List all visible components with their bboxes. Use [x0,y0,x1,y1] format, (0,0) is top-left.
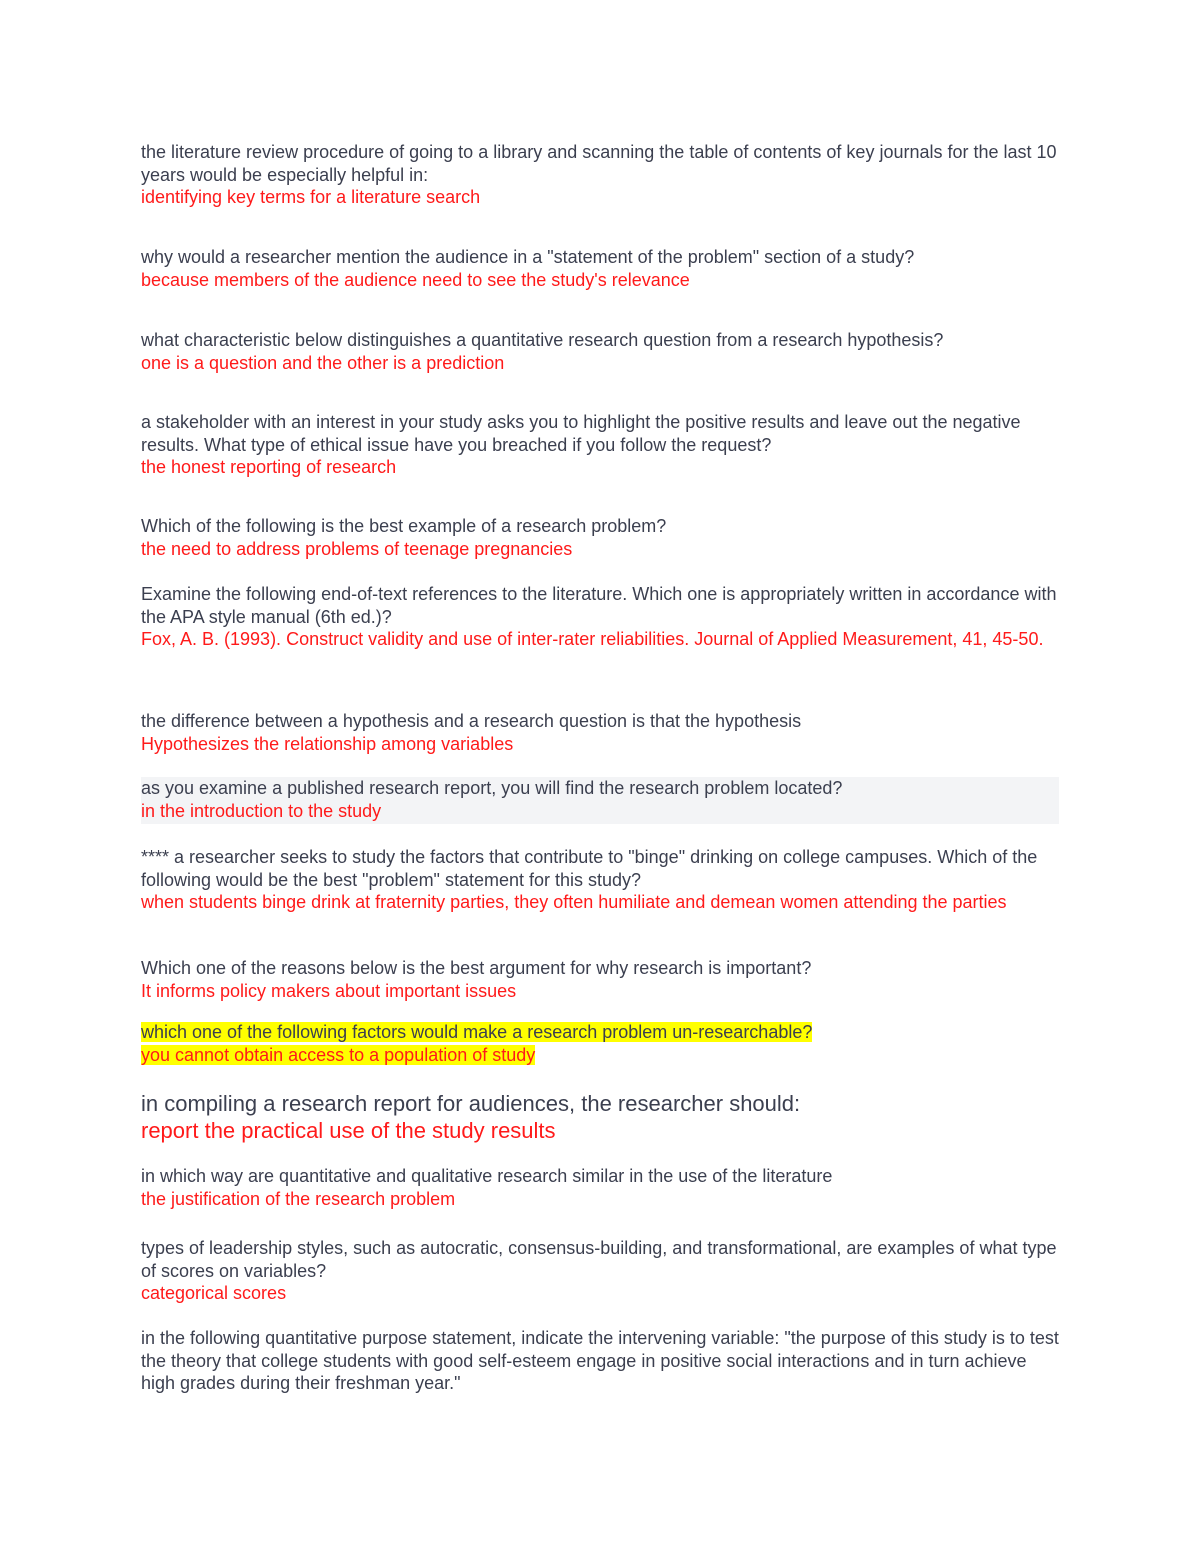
question-text: the difference between a hypothesis and a research question is that the hypothesis [141,711,802,731]
answer-text: report the practical use of the study results [141,1118,556,1143]
answer-text: one is a question and the other is a prediction [141,352,505,373]
question-text: types of leadership styles, such as autocratic, consensus-building, and transformational, are examples of what type of scores on variables? [141,1238,1062,1281]
question-text: what characteristic below distinguishes a quantitative research question from a research hypothesis? [141,330,944,350]
qa-item-10 [141,957,1061,1002]
question-text: in compiling a research report for audiences, the researcher should: [141,1091,801,1116]
qa-item-13 [141,1165,1061,1210]
question-text: in which way are quantitative and qualitative research similar in the use of the literature [141,1166,833,1186]
answer-text: It informs policy makers about important issues [141,980,517,1001]
answer-text: categorical scores [141,1283,287,1303]
qa-item-2 [141,246,1061,291]
qa-item-14 [141,1237,1061,1305]
qa-item-1 [141,141,1061,209]
question-text: the literature review procedure of going to a library and scanning the table of contents of key journals for the last 10 years would be especially helpful in: [141,142,1062,185]
answer-text: in the introduction to the study [141,800,382,821]
answer-text: Fox, A. B. (1993). Construct validity and use of inter-rater reliabilities. Journal of Applied Measurement, 41, 45-50. [141,629,1044,649]
question-text: **** a researcher seeks to study the factors that contribute to "binge" drinking on college campuses. Which of the following would be the best "problem" statement for this study? [141,847,1043,890]
question-text: Examine the following end-of-text references to the literature. Which one is appropriately written in accordance with the APA style manual (6th ed.)? [141,584,1062,627]
answer-text: the honest reporting of research [141,457,397,477]
answer-text: identifying key terms for a literature search [141,187,481,207]
qa-item-7 [141,710,1061,755]
answer-text: Hypothesizes the relationship among variables [141,733,514,754]
qa-item-9 [141,846,1061,914]
question-text: Which of the following is the best example of a research problem? [141,516,667,536]
qa-item-6 [141,583,1061,651]
answer-text-highlighted: you cannot obtain access to a population of study [141,1044,536,1065]
answer-text: the justification of the research problem [141,1188,456,1209]
answer-text: the need to address problems of teenage pregnancies [141,538,573,559]
qa-item-3 [141,329,1061,374]
qa-item-11-highlighted [141,1021,1061,1066]
question-text: why would a researcher mention the audience in a "statement of the problem" section of a study? [141,247,915,267]
qa-item-4 [141,411,1061,479]
answer-text: because members of the audience need to see the study's relevance [141,269,690,290]
question-text: as you examine a published research report, you will find the research problem located? [141,778,843,798]
question-text-highlighted: which one of the following factors would make a research problem un-researchable? [141,1022,813,1042]
qa-item-8 [141,777,1059,824]
qa-item-15 [141,1327,1064,1395]
qa-item-5 [141,515,1061,560]
question-text: in the following quantitative purpose statement, indicate the intervening variable: "the purpose of this study is to test the theory that college students with good self-esteem engage in positive social interactions and in turn achieve high grades during their freshman year." [141,1328,1064,1393]
answer-text: when students binge drink at fraternity parties, they often humiliate and demean women attending the parties [141,892,1007,912]
question-text: Which one of the reasons below is the best argument for why research is important? [141,958,812,978]
qa-item-12 [141,1090,1061,1144]
question-text: a stakeholder with an interest in your study asks you to highlight the positive results and leave out the negative results. What type of ethical issue have you breached if you follow the request? [141,412,1026,455]
